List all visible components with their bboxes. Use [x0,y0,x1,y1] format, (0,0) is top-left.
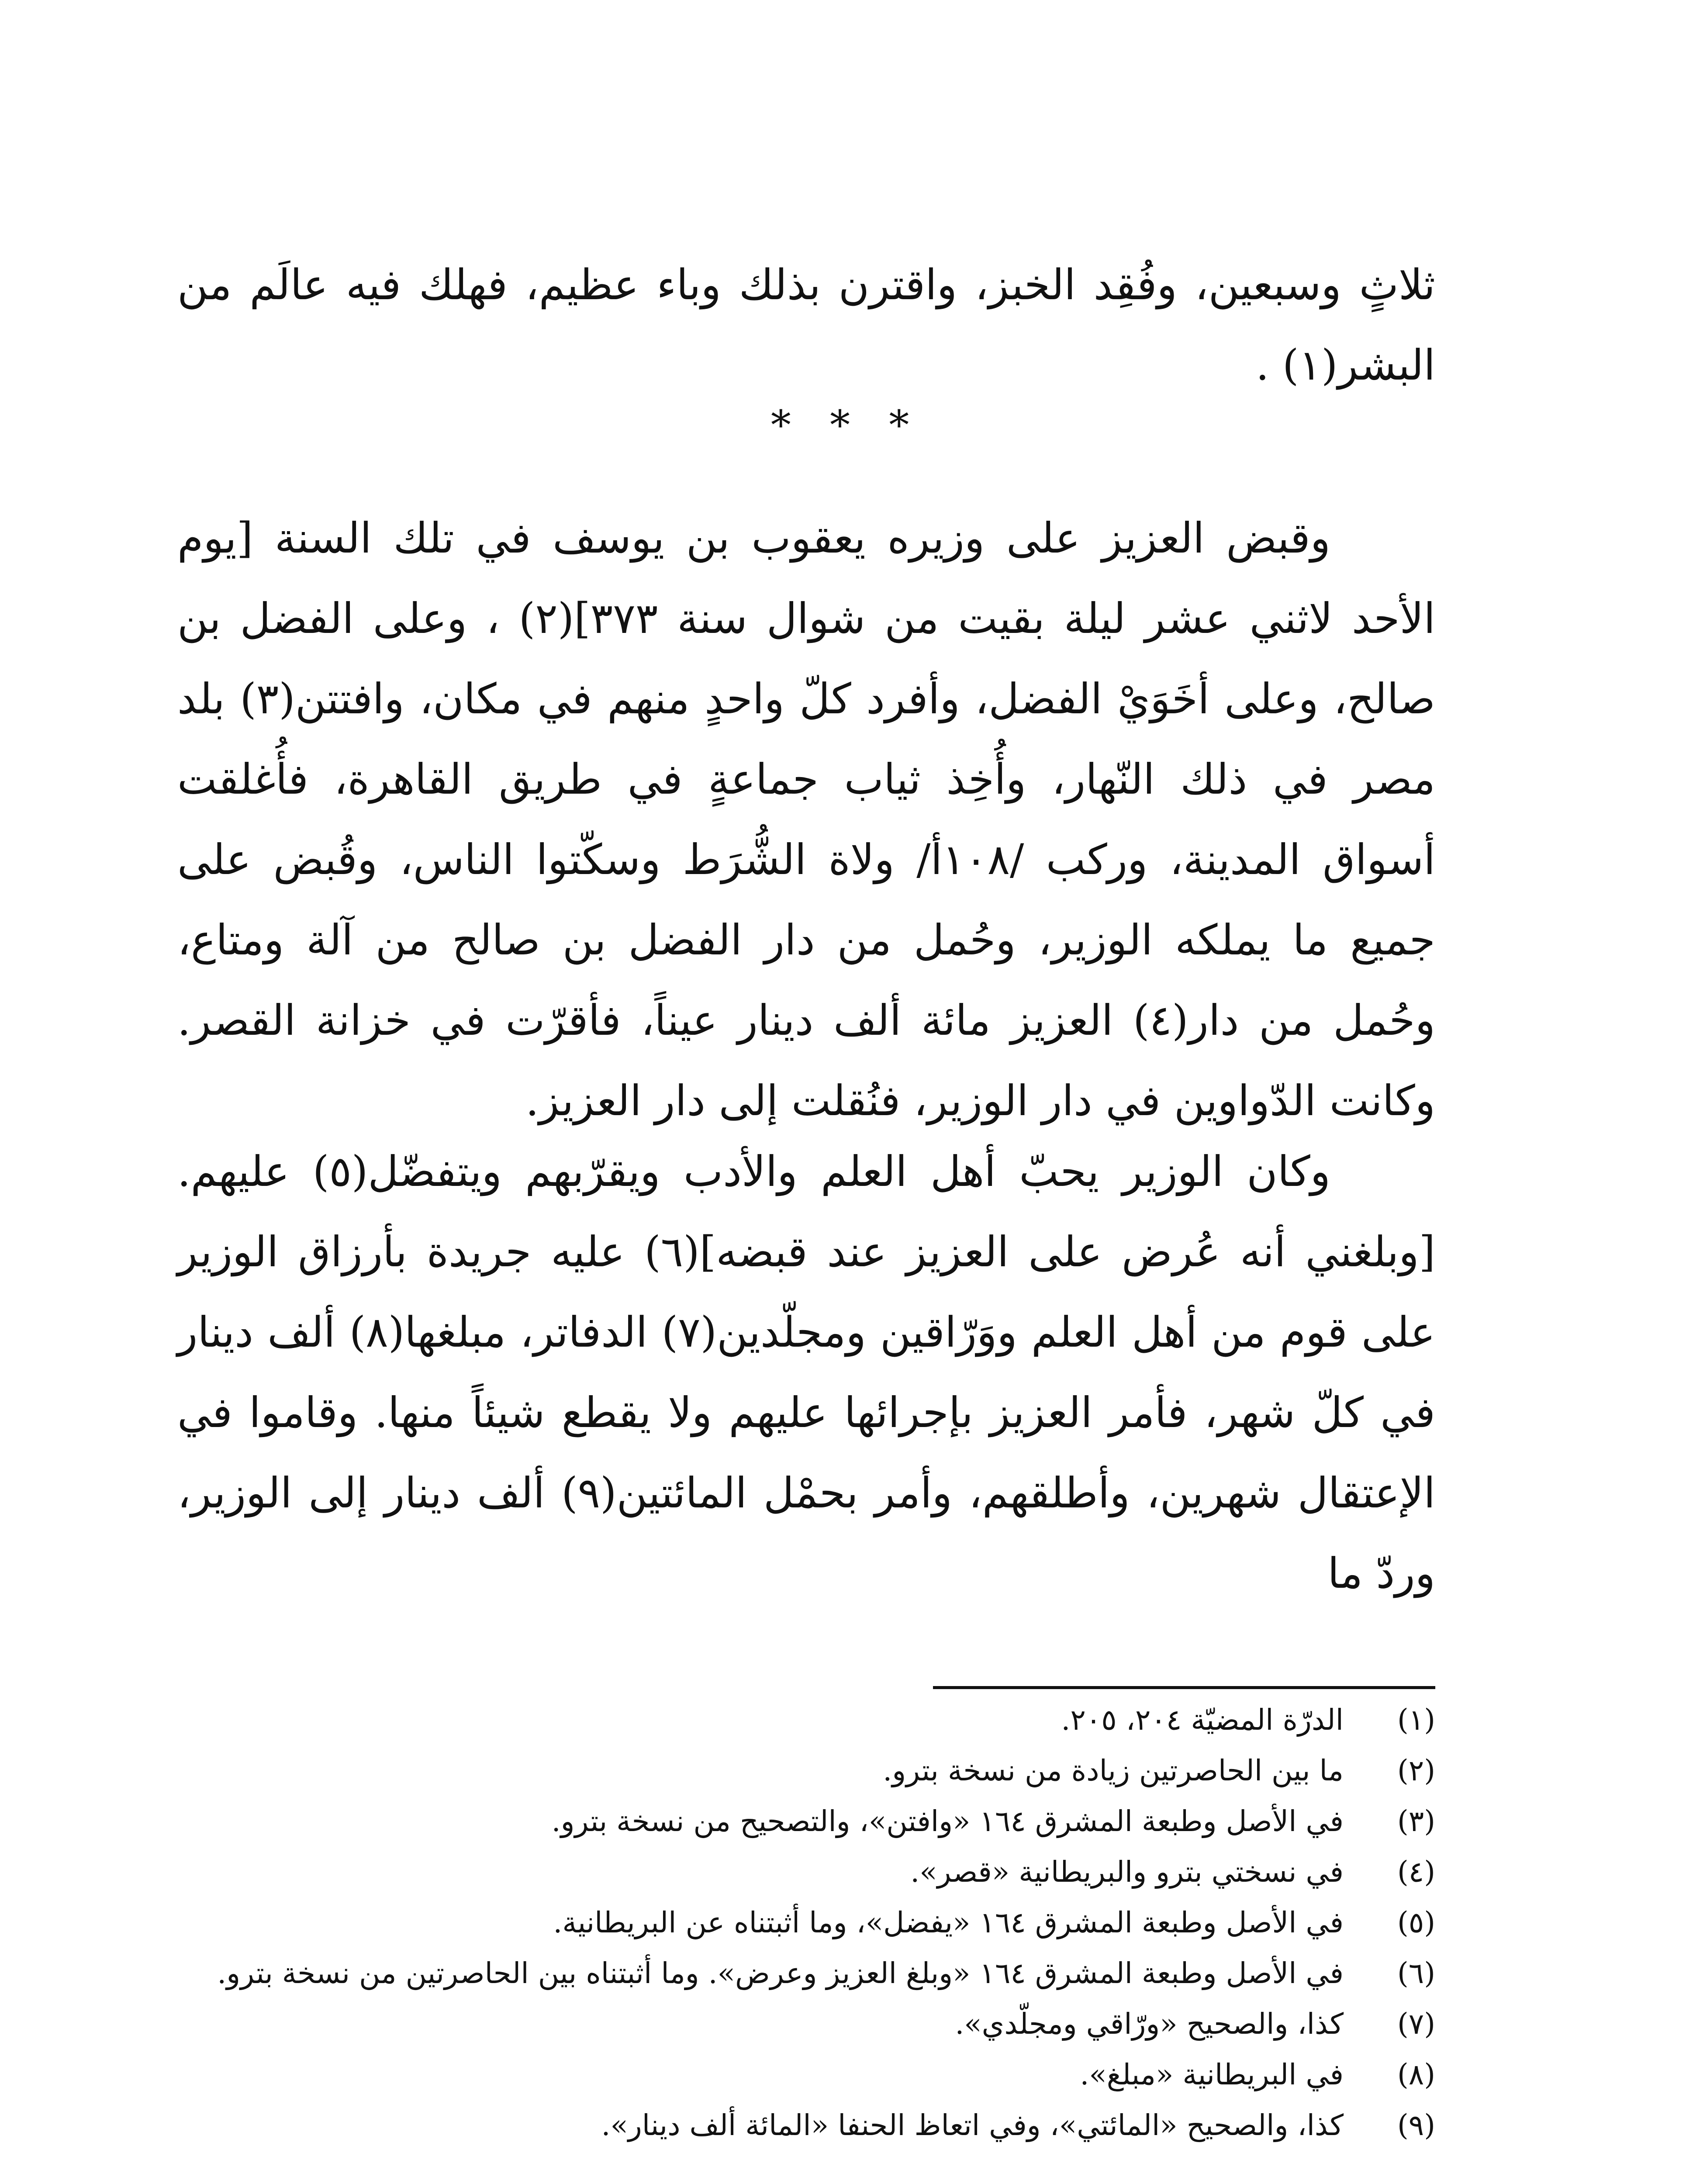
footnote-text: في الأصل وطبعة المشرق ١٦٤ «وبلغ العزيز وعرض». وما أثبتناه بين الحاصرتين من نسخة بترو. [217,1956,1344,1990]
section-separator: * * * [770,402,923,449]
footnote-number: (١) [1397,1703,1435,1737]
paragraph-vizier-scholars: وكان الوزير يحبّ أهل العلم والأدب ويقرّبهم ويتفضّل(٥) عليهم. [وبلغني أنه عُرض على العزيز عند قبضه](٦) عليه جريدة بأرزاق الوزير على قوم من أهل العلم ووَرّاقين ومجلّدين(٧) الدفاتر، مبلغها(٨) ألف دينار في كلّ شهر، فأمر العزيز بإجرائها عليهم ولا يقطع شيئاً منها. وقاموا في الإعتقال شهرين، وأطلقهم، وأمر بحمْل المائتين(٩) ألف دينار إلى الوزير، وردّ ما [177,1147,1436,1598]
footnote-number: (٩) [1397,2108,1435,2142]
footnote-item [177,1948,1435,1999]
paragraph-continuation: ثلاثٍ وسبعين، وفُقِد الخبز، واقترن بذلك وباء عظيم، فهلك فيه عالَم من البشر(١) . [177,260,1436,390]
footnote-text: في الأصل وطبعة المشرق ١٦٤ «يفضل»، وما أثبتناه عن البريطانية. [553,1906,1344,1939]
text-block-3 [177,1131,1435,1614]
paragraph-vizier-arrest: وقبض العزيز على وزيره يعقوب بن يوسف في تلك السنة [يوم الأحد لاثني عشر ليلة بقيت من شوال سنة ٣٧٣](٢) ، وعلى الفضل بن صالح، وعلى أخَوَيْ الفضل، وأفرد كلّ واحدٍ منهم في مكان، وافتتن(٣) بلد مصر في ذلك النّهار، وأُخِذ ثياب جماعةٍ في طريق القاهرة، فأُغلقت أسواق المدينة، وركب /١٠٨أ/ ولاة الشُّرَط وسكّتوا الناس، وقُبض على جميع ما يملكه الوزير، وحُمل من دار الفضل بن صالح من آلة ومتاع، وحُمل من دار(٤) العزيز مائة ألف دينار عيناً، فأقرّت في خزانة القصر. وكانت الدّواوين في دار الوزير، فنُقلت إلى دار العزيز. [177,514,1436,1125]
text-block-2 [177,498,1435,1141]
footnote-number: (٣) [1397,1804,1435,1838]
footnote-item [177,1695,1435,1745]
footnote-item [177,1847,1435,1897]
footnote-text: في الأصل وطبعة المشرق ١٦٤ «وافتن»، والتصحيح من نسخة بترو. [551,1804,1344,1838]
footnote-item [177,2049,1435,2100]
footnote-item [177,2100,1435,2151]
footnote-number: (٢) [1397,1754,1435,1787]
footnote-rule [933,1686,1435,1689]
footnote-number: (٤) [1397,1855,1435,1889]
footnote-item [177,1796,1435,1847]
text-block-1 [177,245,1435,405]
footnote-text: كذا، والصحيح «ورّاقي ومجلّدي». [955,2007,1344,2041]
footnote-text: في البريطانية «مبلغ». [1080,2058,1344,2091]
footnote-text: الدرّة المضيّة ٢٠٤، ٢٠٥. [1061,1703,1344,1737]
footnote-text: كذا، والصحيح «المائتي»، وفي اتعاظ الحنفا «المائة ألف دينار». [601,2108,1344,2142]
footnote-text: في نسختي بترو والبريطانية «قصر». [910,1855,1344,1889]
footnote-number: (٧) [1397,2007,1435,2041]
footnote-item [177,1745,1435,1796]
footnote-item [177,1897,1435,1948]
footnotes-list [177,1695,1435,2151]
footnote-number: (٨) [1397,2058,1435,2091]
footnote-item [177,1999,1435,2049]
footnote-number: (٥) [1397,1906,1435,1939]
footnote-text: ما بين الحاصرتين زيادة من نسخة بترو. [883,1754,1344,1787]
footnote-number: (٦) [1397,1956,1435,1990]
